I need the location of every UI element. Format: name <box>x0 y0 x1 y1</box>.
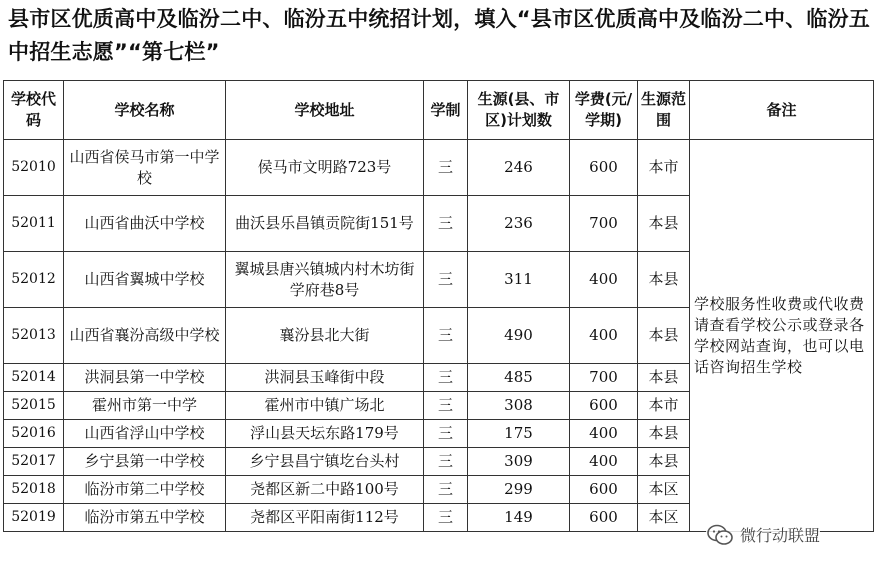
school-system-cell: 三 <box>424 392 468 420</box>
school-name-cell: 乡宁县第一中学校 <box>64 448 226 476</box>
source-range-cell: 本县 <box>638 196 690 252</box>
quota-cell: 149 <box>468 504 570 532</box>
table-body <box>4 140 874 532</box>
source-range-cell: 本县 <box>638 308 690 364</box>
school-system-cell: 三 <box>424 448 468 476</box>
school-code-cell: 52012 <box>4 252 64 308</box>
school-name-cell: 临汾市第五中学校 <box>64 504 226 532</box>
school-system-cell: 三 <box>424 364 468 392</box>
school-code-cell: 52013 <box>4 308 64 364</box>
school-address-cell: 侯马市文明路723号 <box>226 140 424 196</box>
fee-cell: 600 <box>570 140 638 196</box>
school-code-cell: 52014 <box>4 364 64 392</box>
watermark <box>706 523 820 546</box>
school-system-cell: 三 <box>424 252 468 308</box>
school-address-cell: 乡宁县昌宁镇圪台头村 <box>226 448 424 476</box>
school-code-cell: 52017 <box>4 448 64 476</box>
school-name-cell: 临汾市第二中学校 <box>64 476 226 504</box>
school-system-cell: 三 <box>424 504 468 532</box>
enrollment-table <box>3 80 874 532</box>
school-address-cell: 曲沃县乐昌镇贡院街151号 <box>226 196 424 252</box>
school-code-cell: 52018 <box>4 476 64 504</box>
school-address-cell: 襄汾县北大街 <box>226 308 424 364</box>
school-code-cell: 52011 <box>4 196 64 252</box>
page-heading: 县市区优质高中及临汾二中、临汾五中统招计划，填入“县市区优质高中及临汾二中、临汾五中招生志愿”“第七栏” <box>8 7 870 64</box>
school-system-cell: 三 <box>424 308 468 364</box>
column-header: 学校名称 <box>64 81 226 140</box>
column-header: 学费(元/学期) <box>570 81 638 140</box>
source-range-cell: 本市 <box>638 392 690 420</box>
table-header-row <box>4 81 874 140</box>
source-range-cell: 本县 <box>638 364 690 392</box>
column-header: 学校地址 <box>226 81 424 140</box>
fee-cell: 700 <box>570 364 638 392</box>
school-name-cell: 霍州市第一中学 <box>64 392 226 420</box>
quota-cell: 299 <box>468 476 570 504</box>
school-code-cell: 52010 <box>4 140 64 196</box>
source-range-cell: 本县 <box>638 448 690 476</box>
wechat-icon <box>706 524 734 546</box>
fee-cell: 400 <box>570 252 638 308</box>
fee-cell: 700 <box>570 196 638 252</box>
fee-cell: 600 <box>570 504 638 532</box>
fee-cell: 400 <box>570 448 638 476</box>
fee-cell: 600 <box>570 392 638 420</box>
school-code-cell: 52016 <box>4 420 64 448</box>
school-name-cell: 山西省曲沃中学校 <box>64 196 226 252</box>
school-address-cell: 翼城县唐兴镇城内村木坊街学府巷8号 <box>226 252 424 308</box>
school-name-cell: 洪洞县第一中学校 <box>64 364 226 392</box>
school-code-cell: 52015 <box>4 392 64 420</box>
school-code-cell: 52019 <box>4 504 64 532</box>
quota-cell: 246 <box>468 140 570 196</box>
school-address-cell: 尧都区新二中路100号 <box>226 476 424 504</box>
quota-cell: 490 <box>468 308 570 364</box>
school-address-cell: 霍州市中镇广场北 <box>226 392 424 420</box>
school-name-cell: 山西省翼城中学校 <box>64 252 226 308</box>
watermark-text: 微行动联盟 <box>740 526 821 545</box>
source-range-cell: 本区 <box>638 476 690 504</box>
quota-cell: 236 <box>468 196 570 252</box>
school-address-cell: 洪洞县玉峰街中段 <box>226 364 424 392</box>
school-system-cell: 三 <box>424 420 468 448</box>
fee-cell: 400 <box>570 420 638 448</box>
school-address-cell: 浮山县天坛东路179号 <box>226 420 424 448</box>
quota-cell: 309 <box>468 448 570 476</box>
source-range-cell: 本县 <box>638 252 690 308</box>
quota-cell: 311 <box>468 252 570 308</box>
fee-cell: 600 <box>570 476 638 504</box>
table-row <box>4 140 874 196</box>
fee-cell: 400 <box>570 308 638 364</box>
school-system-cell: 三 <box>424 476 468 504</box>
source-range-cell: 本市 <box>638 140 690 196</box>
quota-cell: 308 <box>468 392 570 420</box>
school-system-cell: 三 <box>424 196 468 252</box>
school-address-cell: 尧都区平阳南街112号 <box>226 504 424 532</box>
school-name-cell: 山西省浮山中学校 <box>64 420 226 448</box>
column-header: 学制 <box>424 81 468 140</box>
quota-cell: 175 <box>468 420 570 448</box>
school-name-cell: 山西省襄汾高级中学校 <box>64 308 226 364</box>
school-name-cell: 山西省侯马市第一中学校 <box>64 140 226 196</box>
column-header: 生源范围 <box>638 81 690 140</box>
column-header: 学校代码 <box>4 81 64 140</box>
quota-cell: 485 <box>468 364 570 392</box>
school-system-cell: 三 <box>424 140 468 196</box>
remarks-cell: 学校服务性收费或代收费请查看学校公示或登录各学校网站查询，也可以电话咨询招生学校 <box>690 140 874 532</box>
column-header: 生源(县、市区)计划数 <box>468 81 570 140</box>
column-header: 备注 <box>690 81 874 140</box>
source-range-cell: 本区 <box>638 504 690 532</box>
source-range-cell: 本县 <box>638 420 690 448</box>
